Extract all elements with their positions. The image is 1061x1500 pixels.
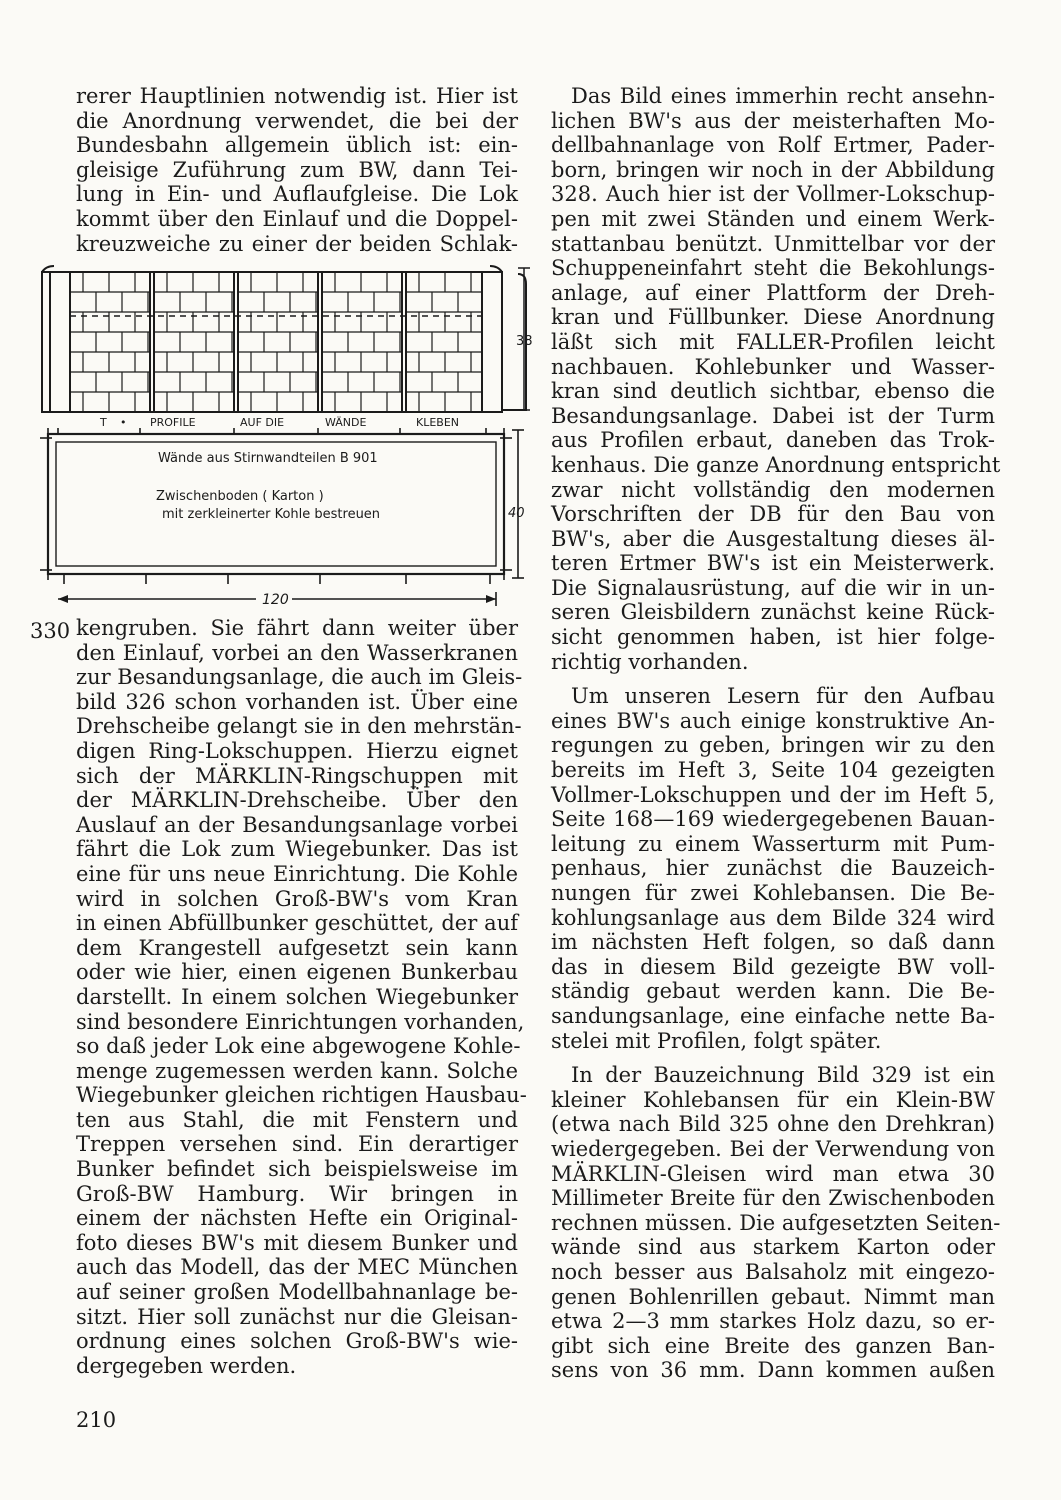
text-line: rerer Hauptlinien notwendig ist. Hier ist bbox=[76, 84, 518, 108]
text-line: eine für uns neue Einrichtung. Die Kohle bbox=[76, 861, 518, 886]
text-line: rechnen müssen. Die aufgesetzten Seiten- bbox=[551, 1210, 1001, 1235]
text-line: einem der nächsten Hefte ein Original- bbox=[76, 1206, 518, 1231]
text-line: Um unseren Lesern für den Aufbau bbox=[571, 684, 995, 709]
text-line: fährt die Lok zum Wiegebunker. Das ist bbox=[76, 837, 518, 862]
text-line: Vollmer-Lokschuppen und der im Heft 5, bbox=[551, 782, 995, 807]
text-line: kreuzweiche zu einer der beiden Schlak- bbox=[76, 231, 518, 256]
text-line: läßt sich mit FALLER-Profilen leicht bbox=[551, 329, 995, 354]
text-line: wird in solchen Groß-BW's vom Kran bbox=[76, 886, 518, 911]
text-line: Groß-BW Hamburg. Wir bringen in bbox=[76, 1181, 518, 1206]
text-line: nungen für zwei Kohlebansen. Die Be- bbox=[551, 881, 995, 905]
text-line: pen mit zwei Ständen und einem Werk- bbox=[551, 206, 995, 231]
left-column-bottom-text bbox=[76, 616, 527, 1378]
text-line: aus Profilen erbaut, daneben das Trok- bbox=[551, 428, 995, 453]
text-line: nachbauen. Kohlebunker und Wasser- bbox=[551, 354, 995, 379]
page-number: 210 bbox=[76, 1408, 117, 1432]
text-line: kran sind deutlich sichtbar, ebenso die bbox=[551, 379, 995, 404]
text-line: zwar nicht vollständig den modernen bbox=[551, 477, 995, 502]
text-line: bild 326 schon vorhanden ist. Über eine bbox=[76, 689, 518, 714]
text-line: eines BW's auch einige konstruktive An- bbox=[551, 708, 995, 733]
text-line: gibt sich eine Breite des ganzen Ban- bbox=[551, 1333, 995, 1358]
text-line: leitung zu einem Wasserturm mit Pum- bbox=[551, 831, 995, 856]
text-line: Bundesbahn allgemein üblich ist: ein- bbox=[76, 133, 518, 158]
text-line: stelei mit Profilen, folgt später. bbox=[551, 1028, 882, 1053]
text-line: menge zugemessen werden kann. Solche bbox=[76, 1058, 518, 1083]
text-line: richtig vorhanden. bbox=[551, 649, 749, 674]
text-line: Besandungsanlage. Dabei ist der Turm bbox=[551, 403, 995, 428]
text-line: Vorschriften der DB für den Bau von bbox=[551, 502, 995, 527]
text-line: sitzt. Hier soll zunächst nur die Gleisan- bbox=[76, 1304, 518, 1329]
label-profile: PROFILE bbox=[150, 416, 196, 429]
text-line: ständig gebaut werden kann. Die Be- bbox=[551, 979, 995, 1004]
coal-bunker-drawing bbox=[30, 262, 535, 612]
left-column-top-text bbox=[76, 84, 518, 256]
text-line: dellbahnanlage von Rolf Ertmer, Pader- bbox=[551, 133, 995, 158]
text-line: (etwa nach Bild 325 ohne den Drehkran) bbox=[551, 1112, 995, 1137]
text-line: kenhaus. Die ganze Anordnung entspricht bbox=[551, 452, 1001, 477]
text-line: seren Gleisbildern zunächst keine Rück- bbox=[551, 600, 995, 625]
text-line: Treppen versehen sind. Ein derartiger bbox=[76, 1132, 518, 1157]
text-line: penhaus, hier zunächst die Bauzeich- bbox=[551, 856, 995, 881]
text-line: genen Bohlenrillen gebaut. Nimmt man bbox=[551, 1284, 995, 1309]
text-line: lung in Ein- und Auflaufgleise. Die Lok bbox=[76, 182, 518, 207]
text-line: das in diesem Bild gezeigte BW voll- bbox=[551, 954, 995, 979]
text-line: dem Krangestell aufgesetzt sein kann bbox=[76, 935, 518, 960]
text-line: sich der MÄRKLIN-Ringschuppen mit bbox=[76, 763, 518, 788]
dim-height-38: 38 bbox=[516, 334, 533, 349]
figure-coal-bunker-drawing bbox=[30, 262, 535, 612]
text-line: In der Bauzeichnung Bild 329 ist ein bbox=[571, 1063, 995, 1088]
text-line: Wiegebunker gleichen richtigen Hausbau- bbox=[76, 1083, 527, 1108]
text-line: Millimeter Breite für den Zwischenboden bbox=[551, 1186, 995, 1211]
text-line: Bunker befindet sich beispielsweise im bbox=[76, 1157, 518, 1182]
text-line: auch das Modell, das der MEC München bbox=[76, 1255, 518, 1280]
caption-floor-2: mit zerkleinerter Kohle bestreuen bbox=[162, 507, 381, 522]
text-line: bereits im Heft 3, Seite 104 gezeigten bbox=[551, 758, 995, 783]
text-line: darstellt. In einem solchen Wiegebunker bbox=[76, 984, 518, 1009]
text-line: wiedergegeben. Bei der Verwendung von bbox=[551, 1136, 995, 1161]
label-waende: WÄNDE bbox=[325, 416, 367, 429]
figure-number: 330 bbox=[30, 619, 71, 643]
text-line: Das Bild eines immerhin recht ansehn- bbox=[571, 84, 995, 108]
right-column-text bbox=[551, 84, 1001, 1383]
text-line: in einen Abfüllbunker geschüttet, der auf bbox=[76, 911, 518, 936]
text-line: der MÄRKLIN-Drehscheibe. Über den bbox=[76, 788, 518, 813]
text-line: kleiner Kohlebansen für ein Klein-BW bbox=[551, 1087, 995, 1112]
text-line: wände sind aus starkem Karton oder bbox=[551, 1235, 995, 1260]
text-line: oder wie hier, einen eigenen Bunkerbau bbox=[76, 960, 518, 985]
text-line: ten aus Stahl, die mit Fenstern und bbox=[76, 1107, 518, 1132]
text-line: anlage, auf einer Plattform der Dreh- bbox=[551, 280, 995, 305]
text-line: sicht genommen haben, ist hier folge- bbox=[551, 625, 995, 650]
text-line: etwa 2—3 mm starkes Holz dazu, so er- bbox=[551, 1309, 995, 1334]
text-line: teren Ertmer BW's ist ein Meisterwerk. bbox=[551, 551, 995, 576]
text-line: BW's, aber die Ausgestaltung dieses äl- bbox=[551, 526, 995, 551]
text-line: Auslauf an der Besandungsanlage vorbei bbox=[76, 812, 518, 837]
text-line: lichen BW's aus der meisterhaften Mo- bbox=[551, 108, 995, 133]
text-line: kohlungsanlage aus dem Bilde 324 wird bbox=[551, 905, 995, 930]
label-kleben: KLEBEN bbox=[416, 416, 460, 429]
text-line: auf seiner großen Modellbahnanlage be- bbox=[76, 1280, 518, 1305]
text-line: stattanbau benützt. Unmittelbar vor der bbox=[551, 231, 995, 256]
text-line: dergegeben werden. bbox=[76, 1353, 297, 1378]
dim-height-40: 40 bbox=[508, 506, 525, 521]
text-line: Drehscheibe gelangt sie in den mehrstän- bbox=[76, 714, 522, 739]
text-line: foto dieses BW's mit diesem Bunker und bbox=[76, 1230, 518, 1255]
text-line: Seite 168—169 wiedergegebenen Bauan- bbox=[551, 807, 995, 832]
text-line: sind besondere Einrichtungen vorhanden, bbox=[76, 1009, 525, 1034]
text-line: born, bringen wir noch in der Abbildung bbox=[551, 157, 995, 182]
text-line: ordnung eines solchen Groß-BW's wie- bbox=[76, 1329, 518, 1354]
text-line: digen Ring-Lokschuppen. Hierzu eignet bbox=[76, 738, 518, 763]
text-line: MÄRKLIN-Gleisen wird man etwa 30 bbox=[551, 1161, 995, 1186]
text-line: kran und Füllbunker. Diese Anordnung bbox=[551, 305, 995, 330]
caption-walls: Wände aus Stirnwandteilen B 901 bbox=[158, 451, 378, 466]
text-line: 328. Auch hier ist der Vollmer-Lokschup- bbox=[551, 182, 995, 207]
text-line: Schuppeneinfahrt steht die Bekohlungs- bbox=[551, 256, 995, 281]
text-line: die Anordnung verwendet, die bei der bbox=[76, 108, 518, 133]
text-line: Die Signalausrüstung, auf die wir in un- bbox=[551, 575, 995, 600]
text-line: sens von 36 mm. Dann kommen außen bbox=[551, 1358, 995, 1383]
text-line: regungen zu geben, bringen wir zu den bbox=[551, 733, 995, 758]
text-line: den Einlauf, vorbei an den Wasserkranen bbox=[76, 640, 518, 665]
dim-width-120: 120 bbox=[262, 592, 289, 608]
text-line: kommt über den Einlauf und die Doppel- bbox=[76, 206, 518, 231]
text-line: gleisige Zuführung zum BW, dann Tei- bbox=[76, 157, 518, 182]
text-line: noch besser aus Balsaholz mit eingezo- bbox=[551, 1259, 995, 1284]
svg-text:•: • bbox=[120, 416, 127, 429]
text-line: sandungsanlage, eine einfache nette Ba- bbox=[551, 1003, 995, 1028]
text-line: im nächsten Heft folgen, so daß dann bbox=[551, 930, 995, 955]
wall-elevation-outline bbox=[42, 272, 502, 412]
caption-floor-1: Zwischenboden ( Karton ) bbox=[156, 489, 324, 504]
label-auf-die: AUF DIE bbox=[240, 416, 285, 429]
text-line: zur Besandungsanlage, die auch im Gleis- bbox=[76, 665, 523, 690]
text-line: kengruben. Sie fährt dann weiter über bbox=[76, 616, 518, 640]
text-line: so daß jeder Lok eine abgewogene Kohle- bbox=[76, 1034, 521, 1059]
label-t: T bbox=[100, 416, 107, 429]
